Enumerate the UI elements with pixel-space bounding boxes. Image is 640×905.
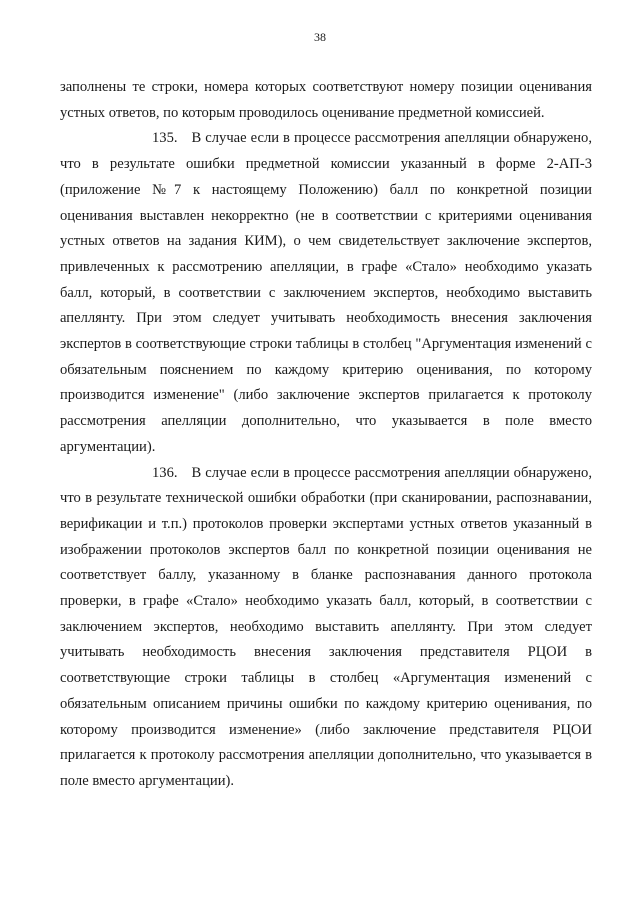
document-body [60, 75, 592, 795]
paragraph-text: В случае если в процессе рассмотрения апелляции обнаружено, что в результате ошибки предметной комиссии указанный в форме 2-АП-3 (приложение №7 к настоящему Положению) балл по конкретной позиции оценивания выставлен некорректно (не в соответствии с критериями оценивания устных ответов на задания КИМ), о чем свидетельствует заключение экспертов, привлеченных к рассмотрению апелляции, в графе «Стало» необходимо указать балл, который, в соответствии с заключением экспертов, необходимо выставить апеллянту. При этом следует учитывать необходимость внесения заключения экспертов в соответствующие строки таблицы в столбец "Аргументация изменений с обязательным пояснением по каждому критерию оценивания, по которому производится изменение" (либо заключение экспертов прилагается к протоколу рассмотрения апелляции дополнительно, что указывается в поле вместо аргументации). [60, 130, 592, 455]
paragraph-number: 135. [152, 130, 178, 147]
paragraph-number: 136. [152, 464, 178, 481]
paragraph-text: заполнены те строки, номера которых соответствуют номеру позиции оценивания устных ответов, по которым проводилось оценивание предметной комиссией. [60, 79, 592, 121]
paragraph-135 [60, 126, 592, 460]
page-number: 38 [314, 30, 326, 44]
paragraph-text: В случае если в процессе рассмотрения апелляции обнаружено, что в результате технической ошибки обработки (при сканировании, распознавании, верификации и т.п.) протоколов проверки экспертами устных ответов указанный в изображении протоколов экспертов балл по конкретной позиции оценивания не соответствует баллу, указанному в бланке распознавания данного протокола проверки, в графе «Стало» необходимо указать балл, который, в соответствии с заключением экспертов, необходимо выставить апеллянту. При этом следует учитывать необходимость внесения заключения представителя РЦОИ в соответствующие строки таблицы в столбец «Аргументация изменений с обязательным описанием причины ошибки по каждому критерию оценивания, по которому производится изменение» (либо заключение представителя РЦОИ прилагается к протоколу рассмотрения апелляции дополнительно, что указывается в поле вместо аргументации). [60, 464, 592, 789]
paragraph-continuation [60, 75, 592, 126]
paragraph-136 [60, 461, 592, 795]
